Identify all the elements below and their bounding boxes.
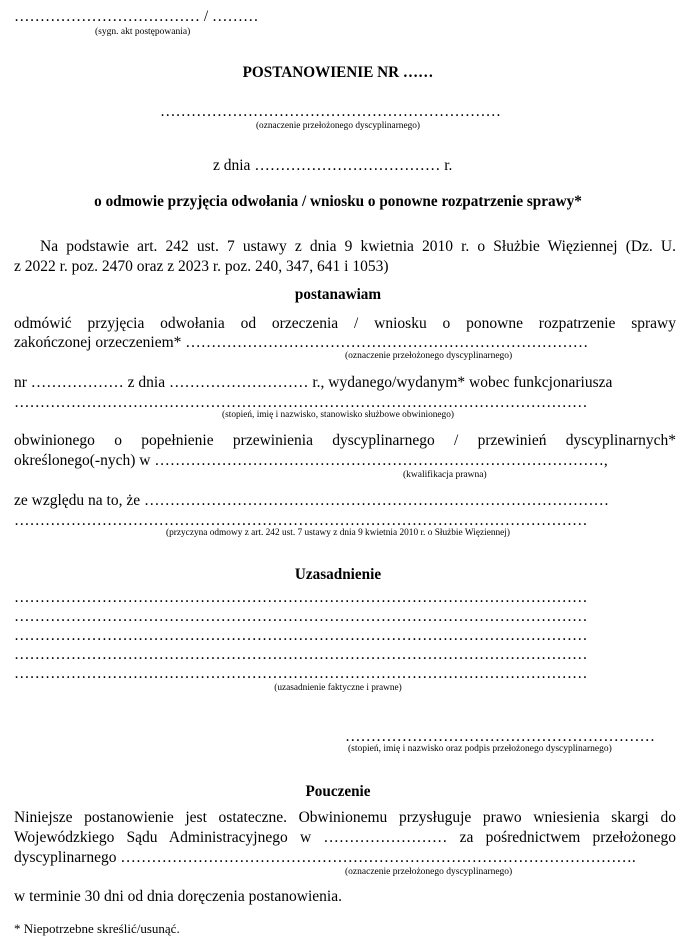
decision-paragraph-2-line-2: ………………………………………………………………………………………………… <box>14 394 588 411</box>
justification-heading: Uzasadnienie <box>294 566 382 583</box>
decision-heading: postanawiam <box>294 286 382 303</box>
signature-line: …………………………………………………… <box>345 728 655 745</box>
justification-line: ………………………………………………………………………………………………… <box>14 627 588 644</box>
document-title: POSTANOWIENIE NR …… <box>242 64 434 81</box>
instruction-heading: Pouczenie <box>305 783 371 800</box>
legal-basis-line-2: z 2022 r. poz. 2470 oraz z 2023 r. poz. 240, 347, 641 i 1053) <box>14 258 389 275</box>
justification-line: ………………………………………………………………………………………………… <box>14 665 588 682</box>
instruction-line-1: Niniejsze postanowienie jest ostateczne. Obwinionemu przysługuje prawo wniesienia skargi do <box>14 809 676 826</box>
supervisor-line: ………………………………………………………… <box>160 103 501 120</box>
decision-paragraph-1-line-1: odmówić przyjęcia odwołania od orzeczenia / wniosku o ponowne rozpatrzenie sprawy <box>14 315 676 332</box>
case-reference-line: ……………………………… / ……… <box>14 8 259 25</box>
decision-paragraph-4-caption: (przyczyna odmowy z art. 242 ust. 7 ustawy z dnia 9 kwietnia 2010 r. o Służbie Więziennej) <box>166 528 510 538</box>
instruction-line-3: dyscyplinarnego ………………………………………………………………………………………. <box>14 849 636 866</box>
document-subject: o odmowie przyjęcia odwołania / wniosku o ponowne rozpatrzenie sprawy* <box>94 193 582 210</box>
decision-paragraph-2-caption: (stopień, imię i nazwisko, stanowisko służbowe obwinionego) <box>222 410 454 420</box>
decision-paragraph-1-caption: (oznaczenie przełożonego dyscyplinarnego) <box>345 351 513 361</box>
justification-line: ………………………………………………………………………………………………… <box>14 646 588 663</box>
decision-paragraph-4-line-1: ze względu na to, że ……………………………………………………………………………… <box>14 492 609 509</box>
case-reference-caption: (sygn. akt postępowania) <box>95 27 191 37</box>
decision-paragraph-1-line-2: zakończonej orzeczeniem* …………………………………………………………………… <box>14 334 589 351</box>
justification-line: ………………………………………………………………………………………………… <box>14 608 588 625</box>
legal-basis-line-1: Na podstawie art. 242 ust. 7 ustawy z dnia 9 kwietnia 2010 r. o Służbie Więziennej (Dz. U. <box>40 238 676 255</box>
date-line: z dnia ……………………………… r. <box>213 157 453 174</box>
footnote: * Niepotrzebne skreślić/usunąć. <box>14 921 180 936</box>
decision-paragraph-3-line-1: obwinionego o popełnienie przewinienia dyscyplinarnego / przewinień dyscyplinarnych* <box>14 432 676 449</box>
signature-caption: (stopień, imię i nazwisko oraz podpis przełożonego dyscyplinarnego) <box>348 744 612 754</box>
justification-line: ………………………………………………………………………………………………… <box>14 589 588 606</box>
decision-paragraph-2-line-1: nr ……………… z dnia ……………………… r., wydanego/wydanym* wobec funkcjonariusza <box>14 374 613 391</box>
decision-paragraph-3-caption: (kwalifikacja prawna) <box>403 470 487 480</box>
instruction-line-2: Wojewódzkiego Sądu Administracyjnego w …………………… za pośrednictwem przełożonego <box>14 829 676 846</box>
decision-paragraph-4-line-2: ………………………………………………………………………………………………… <box>14 512 588 529</box>
decision-paragraph-3-line-2: określonego(-nych) w ……………………………………………………………………………, <box>14 452 608 469</box>
instruction-caption: (oznaczenie przełożonego dyscyplinarnego) <box>345 867 513 877</box>
supervisor-caption: (oznaczenie przełożonego dyscyplinarnego) <box>255 121 421 131</box>
instruction-line-4: w terminie 30 dni od dnia doręczenia postanowienia. <box>14 888 342 905</box>
justification-caption: (uzasadnienie faktyczne i prawne) <box>274 683 402 693</box>
